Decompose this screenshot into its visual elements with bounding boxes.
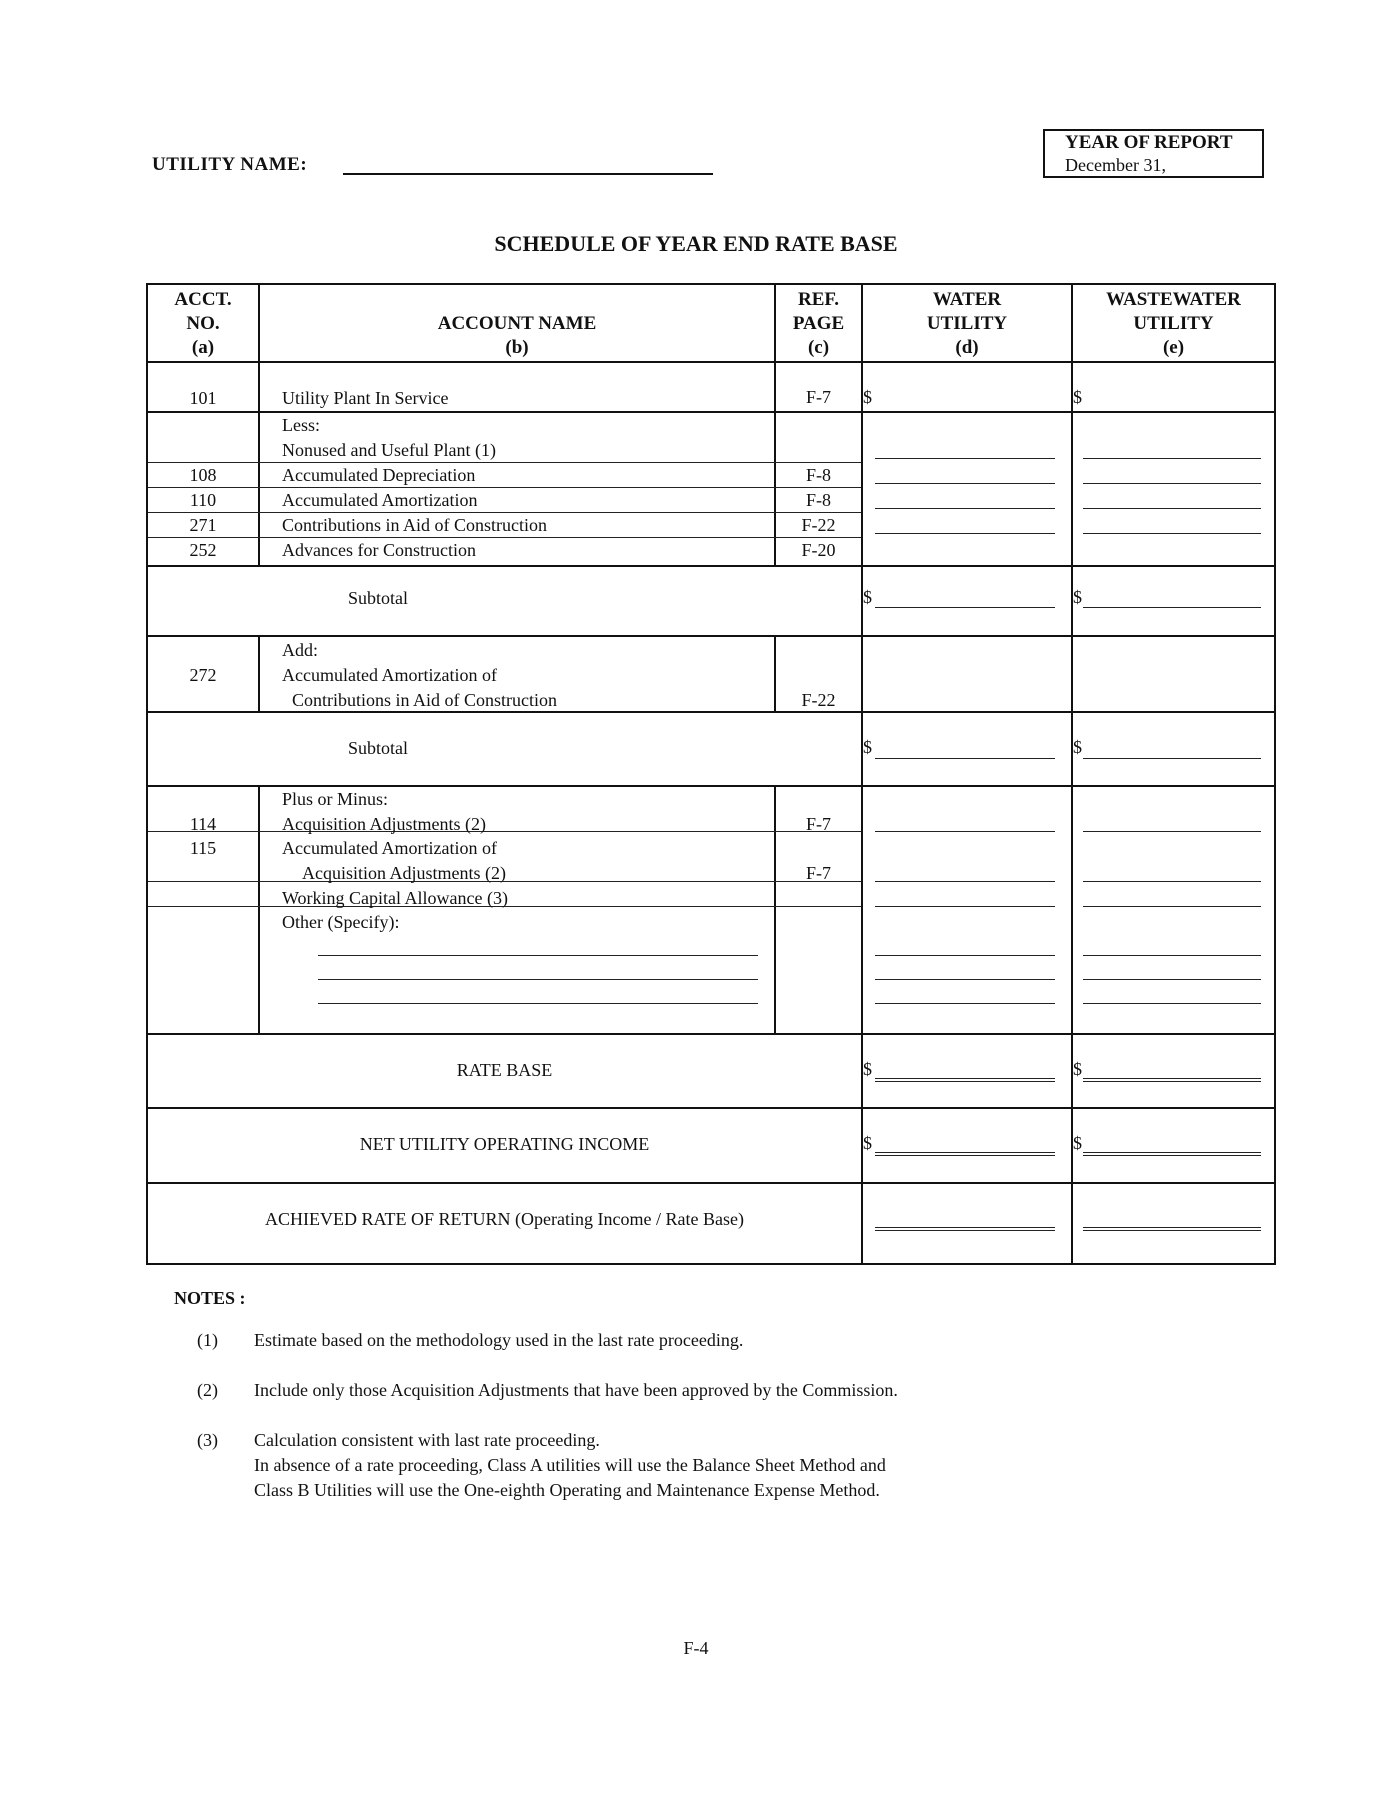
utility-name-label: UTILITY NAME: (152, 154, 308, 175)
water-amount-field[interactable] (875, 831, 1055, 832)
specify-line[interactable] (318, 955, 758, 956)
water-amount-field[interactable] (875, 906, 1055, 907)
wastewater-amount-field[interactable] (1083, 508, 1261, 509)
col-divider-d (1071, 285, 1073, 1265)
dollar-sign: $ (863, 587, 872, 607)
acct-no: 271 (189, 515, 217, 535)
dollar-sign: $ (1073, 587, 1082, 607)
note-number: (2) (197, 1380, 218, 1400)
water-amount-field[interactable] (875, 881, 1055, 882)
page-number: F-4 (683, 1638, 709, 1658)
col-header-water: WATER UTILITY (d) (926, 289, 1008, 358)
dollar-sign: $ (863, 1059, 872, 1079)
wastewater-amount-field[interactable] (1083, 458, 1261, 459)
notes-label: NOTES : (174, 1288, 246, 1308)
account-name: Accumulated Amortization (282, 490, 478, 510)
wastewater-amount-field[interactable] (1083, 831, 1261, 832)
utility-name-field[interactable] (343, 173, 713, 175)
section-rule (148, 711, 1274, 713)
section-rule (148, 1033, 1274, 1035)
dollar-sign: $ (1073, 737, 1082, 757)
acct-no: 252 (189, 540, 217, 560)
col-header-ref-page: REF. PAGE (c) (792, 289, 845, 358)
water-net-income-field[interactable] (875, 1152, 1055, 1156)
note-text: Calculation consistent with last rate proceeding. In absence of a rate proceeding, Class A utilities will use the Balance Sheet Method and Class B Utilities will use the One-eighth Operating and Maintenance Expense Method. (254, 1430, 886, 1500)
account-name: Accumulated Amortization of (282, 665, 497, 685)
add-label: Add: (282, 640, 318, 660)
specify-line[interactable] (318, 1003, 758, 1004)
section-rule (148, 565, 1274, 567)
account-name: Contributions in Aid of Construction (292, 690, 558, 710)
water-subtotal-field[interactable] (875, 758, 1055, 759)
net-income-label: NET UTILITY OPERATING INCOME (359, 1134, 650, 1154)
subtotal-label: Subtotal (348, 738, 409, 758)
section-rule (148, 1107, 1274, 1109)
col-header-account-name: ACCOUNT NAME (b) (437, 313, 597, 358)
header-rule (148, 361, 1274, 363)
ref-page: F-22 (801, 690, 836, 710)
wastewater-amount-field[interactable] (1083, 979, 1261, 980)
account-name: Nonused and Useful Plant (1) (282, 440, 496, 460)
wastewater-net-income-field[interactable] (1083, 1152, 1261, 1156)
col-divider-a (258, 636, 260, 711)
ref-page: F-7 (805, 387, 831, 407)
year-of-report-label: YEAR OF REPORT (1065, 132, 1233, 153)
acct-no: 272 (189, 665, 217, 685)
acct-no: 115 (189, 838, 217, 858)
wastewater-rate-of-return-field[interactable] (1083, 1227, 1261, 1231)
account-name: Acquisition Adjustments (2) (302, 863, 506, 883)
water-amount-field[interactable] (875, 483, 1055, 484)
subtotal-label: Subtotal (348, 588, 409, 608)
ref-page: F-8 (805, 490, 831, 510)
row-rule (148, 487, 861, 488)
water-amount-field[interactable] (875, 533, 1055, 534)
ref-page: F-8 (805, 465, 831, 485)
col-header-wastewater: WASTEWATER UTILITY (e) (1106, 289, 1241, 358)
dollar-sign: $ (1073, 1133, 1082, 1153)
year-of-report-box (1043, 129, 1264, 178)
account-name: Contributions in Aid of Construction (282, 515, 548, 535)
water-amount-field[interactable] (875, 1003, 1055, 1004)
acct-no: 108 (189, 465, 217, 485)
ref-page: F-7 (805, 863, 831, 883)
account-name: Advances for Construction (282, 540, 476, 560)
col-header-acct: ACCT. NO. (a) (174, 289, 232, 358)
row-rule (148, 512, 861, 513)
account-name: Utility Plant In Service (282, 388, 449, 408)
water-amount-field[interactable] (875, 955, 1055, 956)
water-rate-of-return-field[interactable] (875, 1227, 1055, 1231)
wastewater-amount-field[interactable] (1083, 533, 1261, 534)
water-amount-field[interactable] (875, 508, 1055, 509)
dollar-sign: $ (863, 737, 872, 757)
account-name: Acquisition Adjustments (2) (282, 814, 486, 834)
year-of-report-value[interactable]: December 31, (1065, 155, 1166, 175)
dollar-sign: $ (863, 1133, 872, 1153)
rate-base-label: RATE BASE (456, 1060, 553, 1080)
col-divider-c (861, 285, 863, 1265)
dollar-sign: $ (1073, 1059, 1082, 1079)
note-text: Estimate based on the methodology used in the last rate proceeding. (254, 1330, 744, 1350)
plus-minus-label: Plus or Minus: (282, 789, 389, 809)
note-number: (3) (197, 1430, 218, 1450)
section-rule (148, 411, 1274, 413)
account-name: Accumulated Amortization of (282, 838, 497, 858)
water-amount-field[interactable] (875, 979, 1055, 980)
page-title: SCHEDULE OF YEAR END RATE BASE (494, 231, 898, 256)
wastewater-amount-field[interactable] (1083, 483, 1261, 484)
wastewater-rate-base-field[interactable] (1083, 1078, 1261, 1082)
wastewater-amount-field[interactable] (1083, 881, 1261, 882)
row-rule (148, 537, 861, 538)
acct-no: 114 (189, 814, 217, 834)
ref-page: F-7 (805, 814, 831, 834)
water-rate-base-field[interactable] (875, 1078, 1055, 1082)
note-number: (1) (197, 1330, 218, 1350)
wastewater-amount-field[interactable] (1083, 1003, 1261, 1004)
acct-no: 101 (189, 388, 217, 408)
water-subtotal-field[interactable] (875, 607, 1055, 608)
account-name: Working Capital Allowance (3) (282, 888, 508, 908)
acct-no: 110 (189, 490, 217, 510)
water-amount-field[interactable] (875, 458, 1055, 459)
wastewater-subtotal-field[interactable] (1083, 758, 1261, 759)
note-text: Include only those Acquisition Adjustments that have been approved by the Commission. (254, 1380, 898, 1400)
section-rule (148, 635, 1274, 637)
dollar-sign: $ (863, 387, 872, 407)
rate-base-table (146, 283, 1276, 1265)
ref-page: F-20 (801, 540, 836, 560)
account-name: Accumulated Depreciation (282, 465, 476, 485)
row-rule (148, 462, 861, 463)
specify-line[interactable] (318, 979, 758, 980)
dollar-sign: $ (1073, 387, 1082, 407)
section-rule (148, 785, 1274, 787)
wastewater-subtotal-field[interactable] (1083, 607, 1261, 608)
account-name: Other (Specify): (282, 912, 400, 932)
ref-page: F-22 (801, 515, 836, 535)
wastewater-amount-field[interactable] (1083, 906, 1261, 907)
wastewater-amount-field[interactable] (1083, 955, 1261, 956)
less-label: Less: (282, 415, 320, 435)
col-divider-a (258, 786, 260, 1034)
section-rule (148, 1182, 1274, 1184)
rate-of-return-label: ACHIEVED RATE OF RETURN (Operating Income / Rate Base) (265, 1209, 744, 1229)
